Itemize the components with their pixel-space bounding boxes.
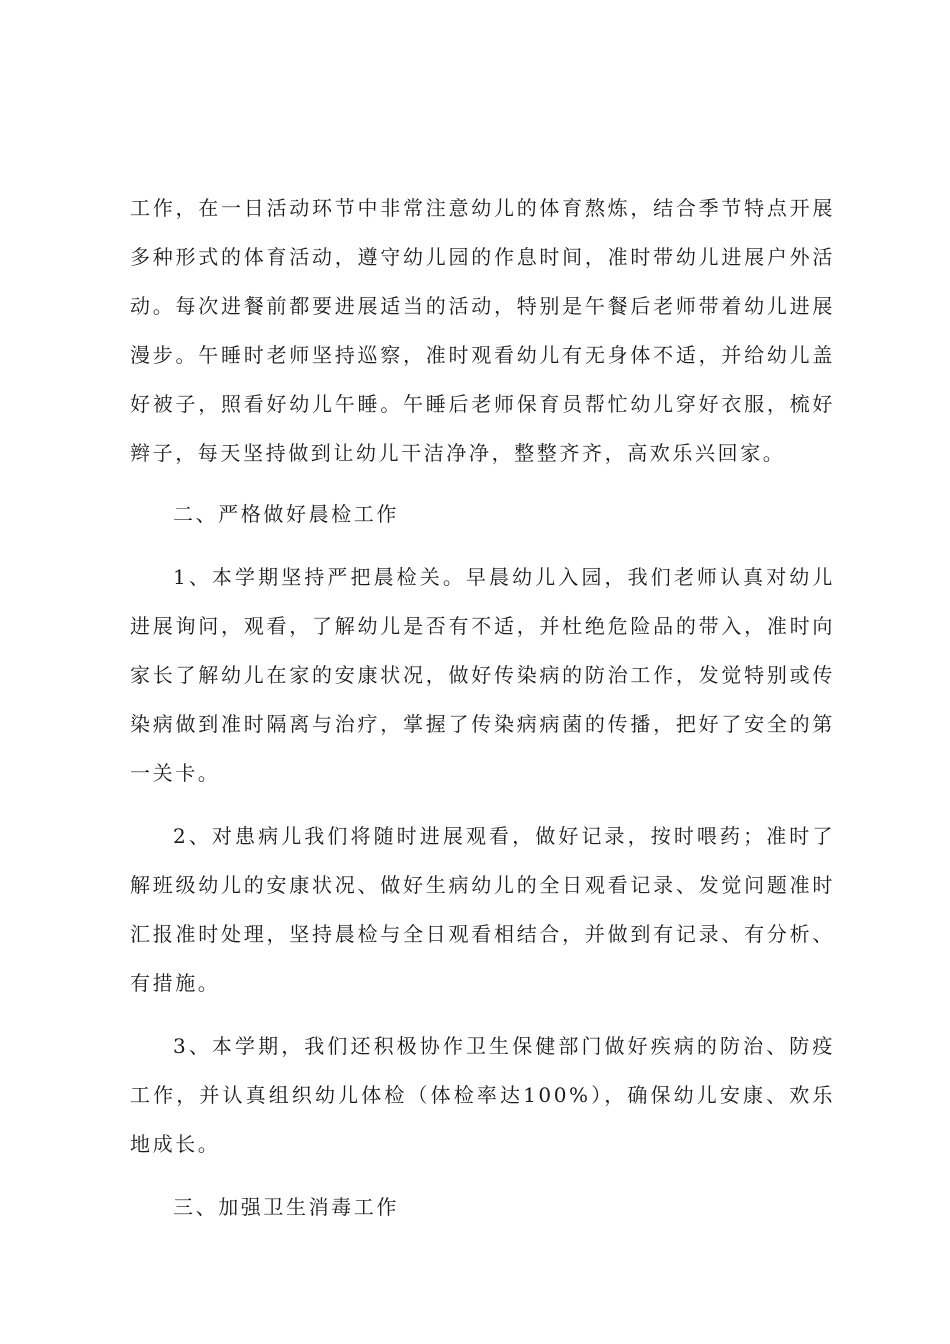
paragraph-sick-children: 2、对患病儿我们将随时进展观看，做好记录，按时喂药；准时了解班级幼儿的安康状况、做好生病幼儿的全日观看记录、发觉问题准时汇报准时处理，坚持晨检与全日观看相结合，并做到有记录、有分析、有措施。 bbox=[130, 824, 835, 995]
section-heading-disinfection: 三、加强卫生消毒工作 bbox=[173, 1195, 399, 1219]
document-body bbox=[130, 184, 835, 1246]
paragraph-morning-check: 1、本学期坚持严把晨检关。早晨幼儿入园，我们老师认真对幼儿进展询问，观看，了解幼儿是否有不适，并杜绝危险品的带入，准时向家长了解幼儿在家的安康状况，做好传染病的防治工作，发觉特别或传染病做到准时隔离与治疗，掌握了传染病病菌的传播，把好了安全的第一关卡。 bbox=[130, 565, 835, 785]
paragraph-health-exam: 3、本学期，我们还积极协作卫生保健部门做好疾病的防治、防疫工作，并认真组织幼儿体检（体检率达100%），确保幼儿安康、欢乐地成长。 bbox=[130, 1034, 835, 1156]
section-heading-morning-check: 二、严格做好晨检工作 bbox=[173, 502, 399, 526]
paragraph-daily-activities: 工作，在一日活动环节中非常注意幼儿的体育熬炼，结合季节特点开展多种形式的体育活动，遵守幼儿园的作息时间，准时带幼儿进展户外活动。每次进餐前都要进展适当的活动，特别是午餐后老师带着幼儿进展漫步。午睡时老师坚持巡察，准时观看幼儿有无身体不适，并给幼儿盖好被子，照看好幼儿午睡。午睡后老师保育员帮忙幼儿穿好衣服，梳好辫子，每天坚持做到让幼儿干洁净净，整整齐齐，高欢乐兴回家。 bbox=[130, 196, 835, 465]
